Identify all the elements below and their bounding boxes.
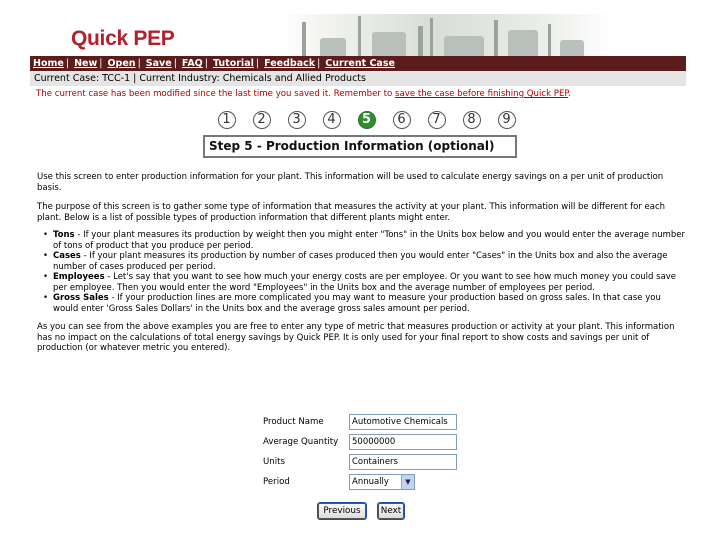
nav-separator: | [255,58,260,69]
example-list [43,230,685,314]
nav-separator: | [204,58,208,69]
nav-separator: | [99,58,103,69]
step-1[interactable]: 1 [209,111,244,129]
current-case-bar: Current Case: TCC-1 | Current Industry: Chemicals and Allied Products [30,71,686,86]
average-quantity-input[interactable] [349,434,457,450]
step-8[interactable]: 8 [454,111,489,129]
bullet-text: - Let's say that you want to see how much your energy costs are per employee. Or you want to see how much money you could save per employee. Then you would enter the word "Employees" in the Units box and the average number of employees per period. [53,272,677,293]
main-nav [30,56,686,71]
nav-faq[interactable]: FAQ [181,58,203,69]
warning-suffix: . [568,89,571,99]
product-name-input[interactable] [349,414,457,430]
period-selected-value: Annually [352,477,389,487]
nav-home[interactable]: Home [33,58,64,69]
bullet-term: Cases [53,251,81,261]
step-9[interactable]: 9 [489,111,524,129]
bullet-text: - If your plant measures its production by number of cases produced then you would enter "Cases" in the Units box and also the average number of cases produced per period. [53,251,668,272]
bullet-term: Tons [53,230,75,240]
units-label: Units [263,457,285,467]
nav-separator: | [317,58,321,69]
step-2[interactable]: 2 [244,111,279,129]
bullet-term: Employees [53,272,105,282]
nav-tutorial[interactable]: Tutorial [212,58,254,69]
bullet-term: Gross Sales [53,293,109,303]
chevron-down-icon[interactable]: ▼ [401,475,414,489]
units-input[interactable] [349,454,457,470]
nav-separator: | [137,58,141,69]
closing-text: As you can see from the above examples you are free to enter any type of metric that measures production or activity at your plant. This information has no impact on the calculations of total energy savings by Quick PEP. It is only used for your final report to show costs and savings per unit of production (or whatever metric you entered). [37,322,675,353]
period-label: Period [263,477,290,487]
step-navigator [209,111,524,129]
step-4[interactable]: 4 [314,111,349,129]
page-title: Step 5 - Production Information (optional) [203,135,517,158]
list-item [43,272,685,293]
instructions [37,172,685,363]
app-logo: Quick PEP [71,27,175,50]
step-7[interactable]: 7 [419,111,454,129]
period-select[interactable] [349,474,415,490]
plant-banner-image [280,14,615,56]
unsaved-warning [36,89,571,99]
list-item [43,230,685,251]
step-3[interactable]: 3 [279,111,314,129]
nav-new[interactable]: New [74,58,98,69]
nav-separator: | [173,58,177,69]
next-button[interactable]: Next [378,503,404,519]
product-name-label: Product Name [263,417,324,427]
previous-button[interactable]: Previous [318,503,366,519]
intro-text: Use this screen to enter production information for your plant. This information will be used to calculate energy savings on a per unit of production basis. [37,172,664,193]
list-item [43,251,685,272]
nav-save[interactable]: Save [145,58,172,69]
save-case-link[interactable]: save the case before finishing Quick PEP [395,89,569,99]
average-quantity-label: Average Quantity [263,437,339,447]
bullet-text: - If your plant measures its production by weight then you might enter "Tons" in the Units box below and you would enter the average number of tons of product that you produce per period. [53,230,685,251]
step-5-current[interactable]: 5 [349,111,384,129]
bullet-text: - If your production lines are more complicated you may want to measure your production based on gross sales. In that case you would enter 'Gross Sales Dollars' in the Units box and the average gross sales amount per period. [53,293,661,314]
list-item [43,293,685,314]
warning-text: The current case has been modified since the last time you saved it. Remember to [36,89,396,99]
nav-separator: | [65,58,70,69]
step-6[interactable]: 6 [384,111,419,129]
nav-feedback[interactable]: Feedback [264,58,316,69]
nav-open[interactable]: Open [107,58,136,69]
header [30,14,686,56]
nav-current-case[interactable]: Current Case [325,58,395,69]
purpose-text: The purpose of this screen is to gather some type of information that measures the activity at your plant. This information will be different for each plant. Below is a list of possible types of production information that different plants might enter. [37,202,666,223]
